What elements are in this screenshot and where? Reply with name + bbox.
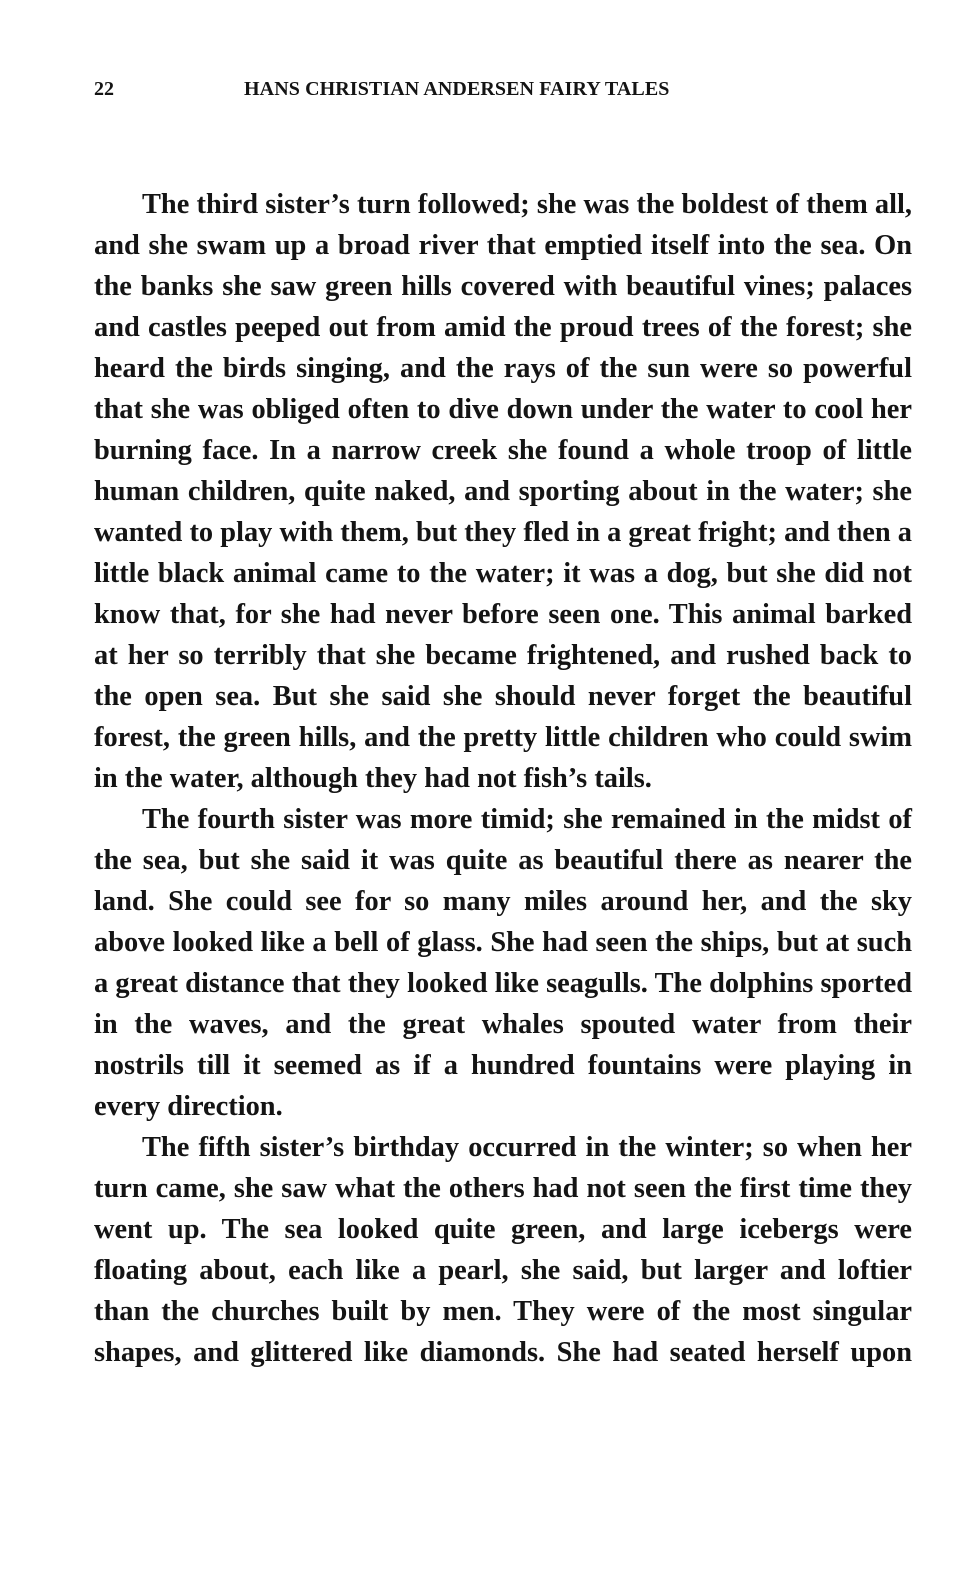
page-number: 22 — [94, 78, 114, 100]
book-title: HANS CHRISTIAN ANDERSEN FAIRY TALES — [244, 78, 670, 100]
paragraph-third-sister: The third sister’s turn followed; she was the boldest of them all, and she swam up a broad river that emptied itself into the sea. On the banks she saw green hills covered with beautiful vines; palaces and castles peeped out from amid the proud trees of the forest; she heard the birds singing, and the rays of the sun were so powerful that she was obliged often to dive down under the water to cool her burning face. In a narrow creek she found a whole troop of little human children, quite naked, and sporting about in the water; she wanted to play with them, but they fled in a great fright; and then a little black animal came to the water; it was a dog, but she did not know that, for she had never before seen one. This animal barked at her so terribly that she became frightened, and rushed back to the open sea. But she said she should never forget the beautiful forest, the green hills, and the pretty little children who could swim in the water, although they had not fish’s tails. — [94, 189, 912, 794]
body-text — [94, 184, 912, 1373]
running-head — [94, 78, 912, 108]
paragraph-fifth-sister: The fifth sister’s birthday occurred in the winter; so when her turn came, she saw what the others had not seen the first time they went up. The sea looked quite green, and large icebergs were floating about, each like a pearl, she said, but larger and loftier than the churches built by men. They were of the most singular shapes, and glittered like diamonds. She had seated herself upon — [94, 1132, 912, 1368]
paragraph-fourth-sister: The fourth sister was more timid; she remained in the midst of the sea, but she said it was quite as beautiful there as nearer the land. She could see for so many miles around her, and the sky above looked like a bell of glass. She had seen the ships, but at such a great distance that they looked like seagulls. The dolphins sported in the waves, and the great whales spouted water from their nostrils till it seemed as if a hundred fountains were playing in every direction. — [94, 804, 912, 1122]
